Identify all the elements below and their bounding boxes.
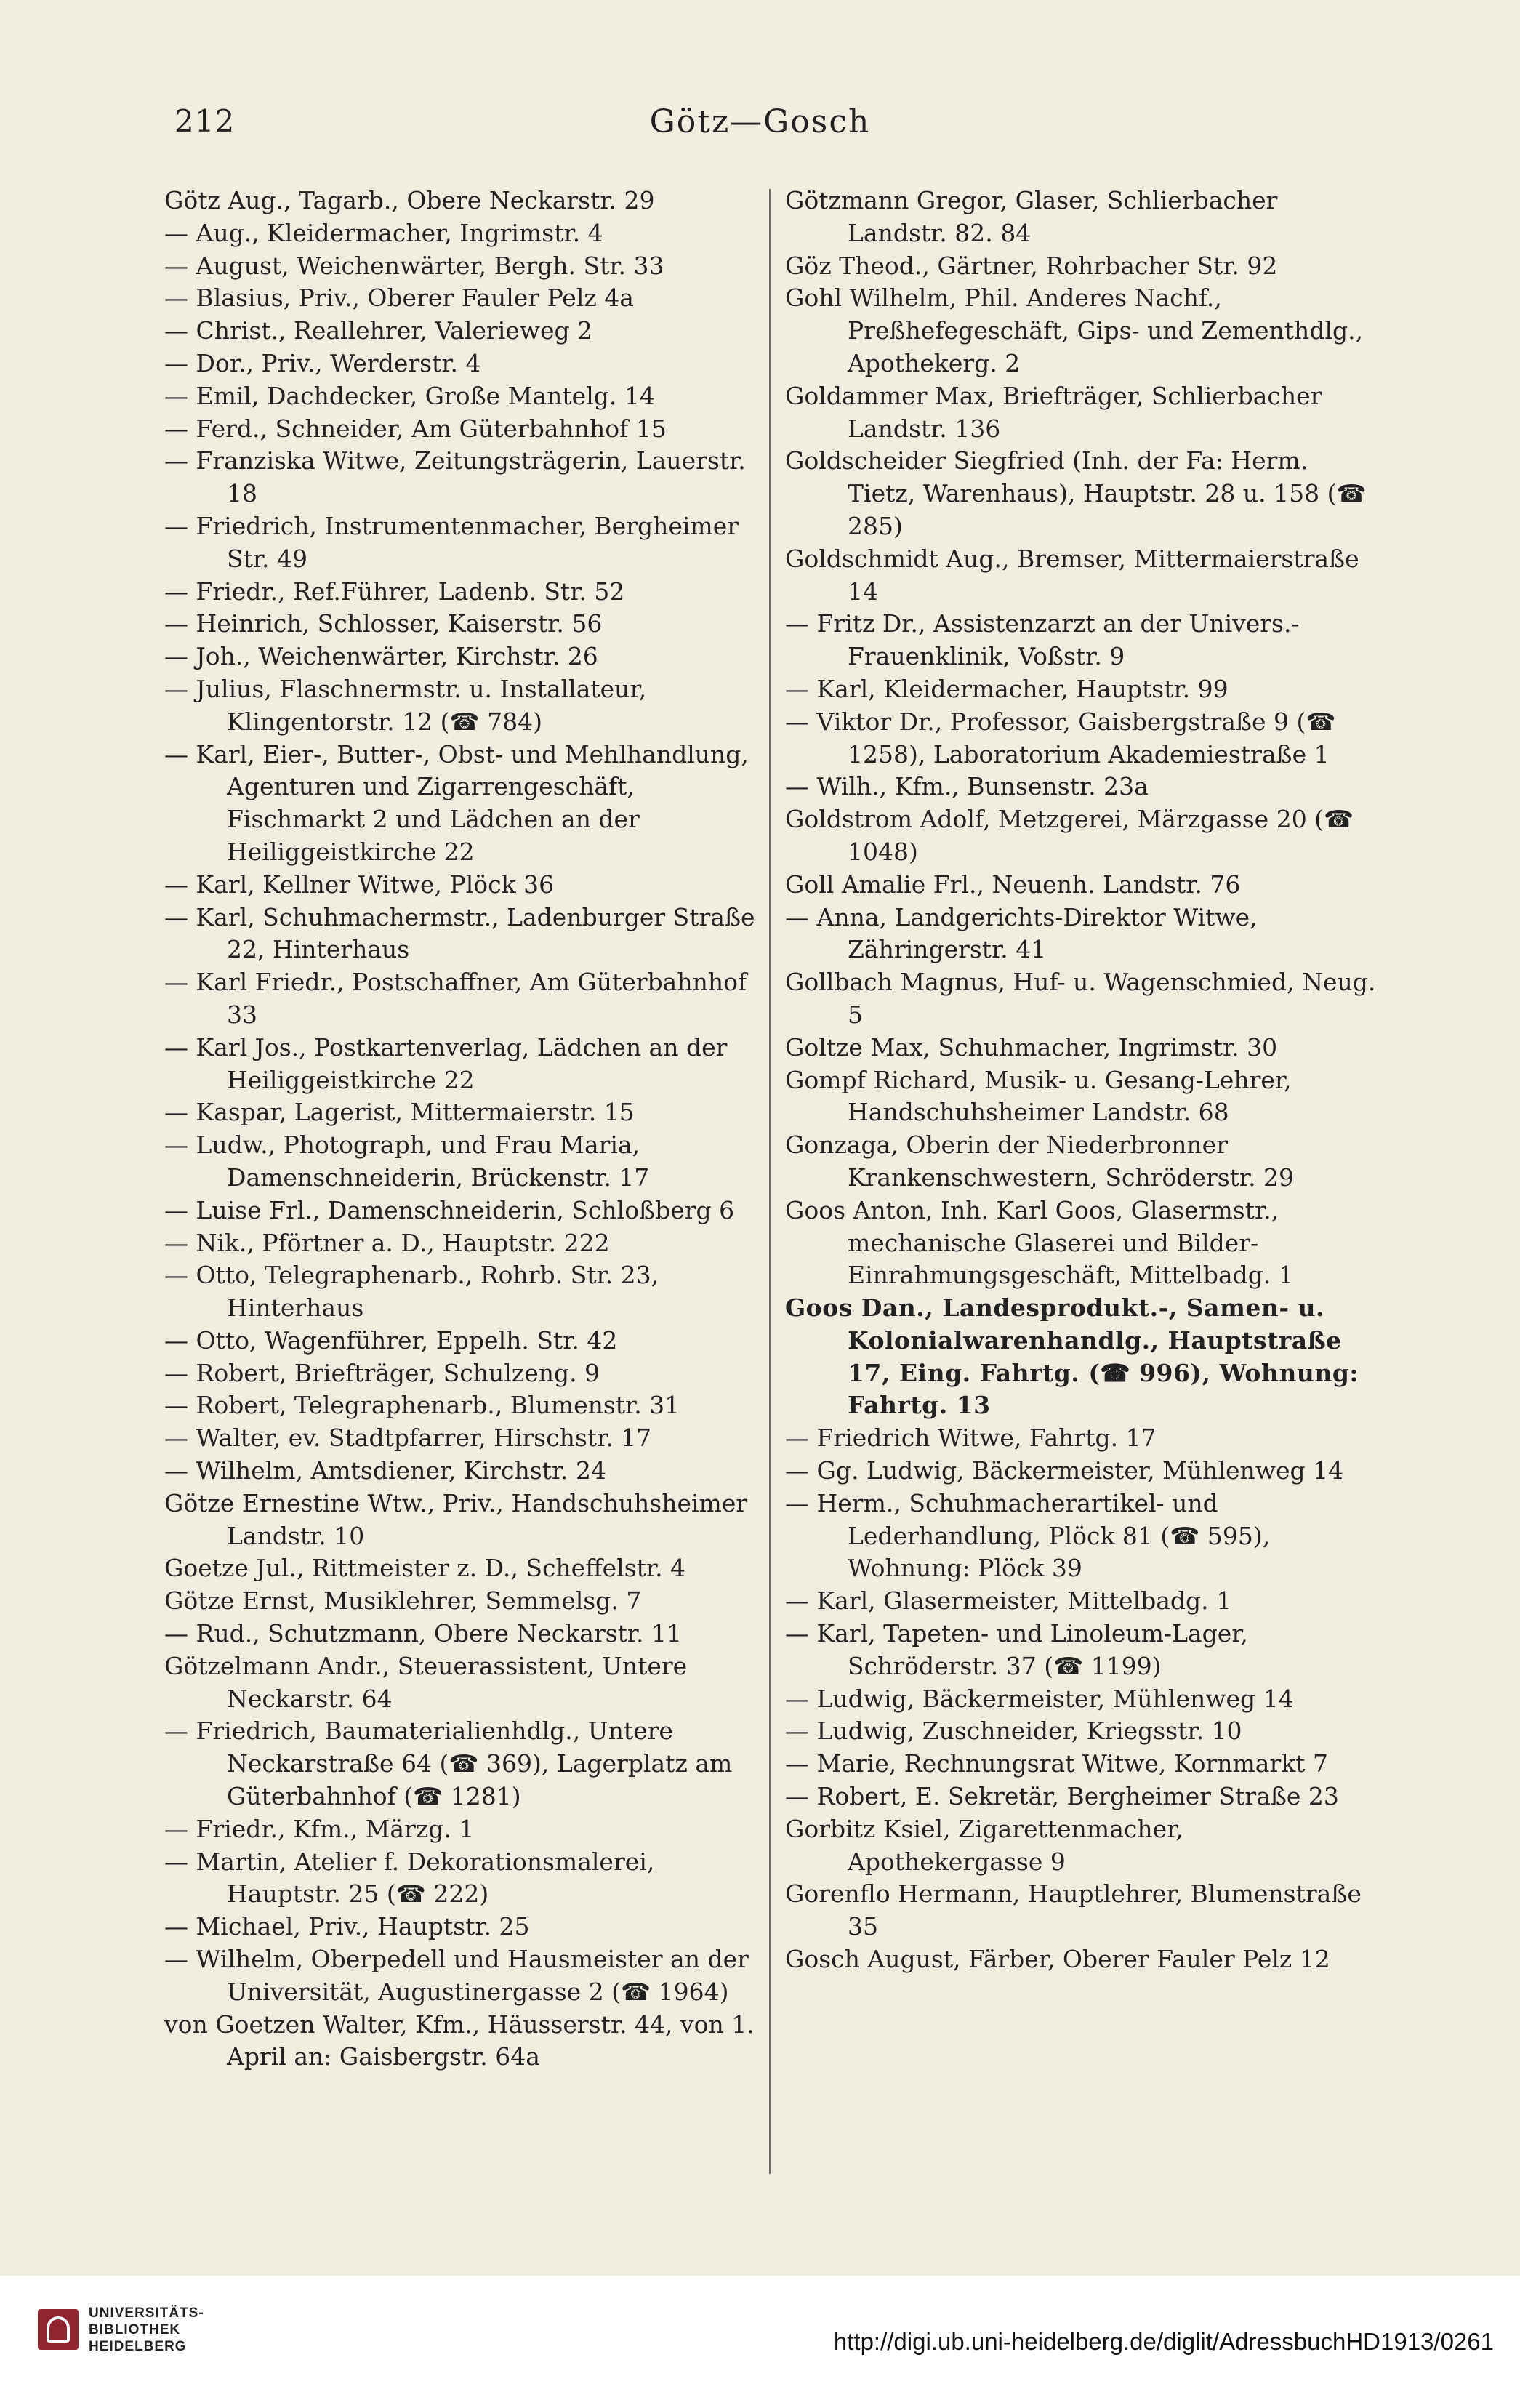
- directory-entry: Gohl Wilhelm, Phil. Anderes Nachf., Preßhefegeschäft, Gips- und Zementhdlg., Apothekerg. 2: [785, 284, 1364, 377]
- directory-entry: — Herm., Schuhmacherartikel- und Lederhandlung, Plöck 81 (☎ 595), Wohnung: Plöck 39: [785, 1488, 1271, 1583]
- directory-entry: — Karl Jos., Postkartenverlag, Lädchen an der Heiliggeistkirche 22: [164, 1032, 728, 1094]
- directory-entry: Gompf Richard, Musik- u. Gesang-Lehrer, Handschuhsheimer Landstr. 68: [785, 1065, 1292, 1127]
- right-column: [785, 185, 1381, 1976]
- directory-entry: Gorbitz Ksiel, Zigarettenmacher, Apothekergasse 9: [785, 1814, 1183, 1876]
- directory-entry: Götz Aug., Tagarb., Obere Neckarstr. 29: [164, 186, 655, 214]
- directory-entry: — Robert, E. Sekretär, Bergheimer Straße 23: [785, 1782, 1339, 1811]
- directory-entry: — Nik., Pförtner a. D., Hauptstr. 222: [164, 1228, 610, 1257]
- directory-entry: — Friedr., Kfm., Märzg. 1: [164, 1814, 475, 1843]
- logo-line: BIBLIOTHEK: [89, 2322, 181, 2337]
- directory-entry: — Dor., Priv., Werderstr. 4: [164, 348, 481, 377]
- directory-entry: — Friedrich Witwe, Fahrtg. 17: [785, 1424, 1157, 1453]
- directory-entry: — Kaspar, Lagerist, Mittermaierstr. 15: [164, 1098, 635, 1127]
- directory-entry: Gosch August, Färber, Oberer Fauler Pelz 12: [785, 1945, 1330, 1974]
- directory-entry: — Karl, Kellner Witwe, Plöck 36: [164, 870, 555, 899]
- directory-entry: Gonzaga, Oberin der Niederbronner Krankenschwestern, Schröderstr. 29: [785, 1131, 1295, 1192]
- directory-entry: — Fritz Dr., Assistenzarzt an der Univers.-Frauenklinik, Voßstr. 9: [785, 609, 1300, 671]
- directory-entry: — Blasius, Priv., Oberer Fauler Pelz 4a: [164, 284, 634, 313]
- directory-entry: — Joh., Weichenwärter, Kirchstr. 26: [164, 642, 598, 671]
- column-divider: [769, 189, 771, 2174]
- directory-entry: Goltze Max, Schuhmacher, Ingrimstr. 30: [785, 1032, 1278, 1061]
- running-head: Götz—Gosch: [649, 103, 871, 140]
- directory-entry-advertisement: Goos Dan., Landesprodukt.-, Samen- u. Kolonialwarenhandlg., Hauptstraße 17, Eing. Fahrtg. (☎ 996), Wohnung: Fahrtg. 13: [785, 1293, 1359, 1420]
- directory-entry: — Friedrich, Instrumentenmacher, Bergheimer Str. 49: [164, 511, 739, 573]
- directory-entry: — Ludw., Photograph, und Frau Maria, Damenschneiderin, Brückenstr. 17: [164, 1131, 650, 1192]
- directory-entry: — Otto, Telegraphenarb., Rohrb. Str. 23, Hinterhaus: [164, 1261, 659, 1323]
- directory-entry: — Karl, Eier-, Butter-, Obst- und Mehlhandlung, Agenturen und Zigarrengeschäft, Fischmarkt 2 und Lädchen an der Heiliggeistkirche 22: [164, 739, 749, 866]
- footer-bar: [0, 2276, 1520, 2408]
- directory-entry: — Aug., Kleidermacher, Ingrimstr. 4: [164, 218, 603, 247]
- directory-entry: — Ludwig, Bäckermeister, Mühlenweg 14: [785, 1684, 1294, 1713]
- directory-entry: — Martin, Atelier f. Dekorationsmalerei, Hauptstr. 25 (☎ 222): [164, 1847, 655, 1909]
- directory-entry: — Otto, Wagenführer, Eppelh. Str. 42: [164, 1325, 618, 1354]
- directory-entry: Goetze Jul., Rittmeister z. D., Scheffelstr. 4: [164, 1554, 686, 1583]
- directory-entry: — Wilh., Kfm., Bunsenstr. 23a: [785, 772, 1149, 801]
- directory-entry: Götzmann Gregor, Glaser, Schlierbacher Landstr. 82. 84: [785, 186, 1278, 247]
- directory-entry: von Goetzen Walter, Kfm., Häusserstr. 44, von 1. April an: Gaisbergstr. 64a: [164, 2010, 755, 2071]
- directory-entry: Goos Anton, Inh. Karl Goos, Glasermstr., mechanische Glaserei und Bilder-Einrahmungsgeschäft, Mittelbadg. 1: [785, 1195, 1294, 1290]
- page-number: 212: [174, 103, 236, 139]
- directory-entry: Goldschmidt Aug., Bremser, Mittermaierstraße 14: [785, 544, 1359, 606]
- directory-entry: — Emil, Dachdecker, Große Mantelg. 14: [164, 381, 655, 410]
- library-logo-text: [89, 2305, 204, 2355]
- directory-entry: — Michael, Priv., Hauptstr. 25: [164, 1912, 530, 1941]
- directory-entry: Götze Ernst, Musiklehrer, Semmelsg. 7: [164, 1586, 642, 1616]
- directory-entry: Gollbach Magnus, Huf- u. Wagenschmied, Neug. 5: [785, 968, 1376, 1029]
- logo-line: UNIVERSITÄTS-: [89, 2305, 204, 2321]
- directory-entry: — Karl, Schuhmachermstr., Ladenburger Straße 22, Hinterhaus: [164, 902, 755, 964]
- directory-entry: Goldscheider Siegfried (Inh. der Fa: Herm. Tietz, Warenhaus), Hauptstr. 28 u. 158 (☎ 285): [785, 446, 1367, 540]
- left-column: [164, 185, 760, 2074]
- directory-entry: — Robert, Briefträger, Schulzeng. 9: [164, 1358, 600, 1387]
- directory-entry: — Heinrich, Schlosser, Kaiserstr. 56: [164, 609, 603, 638]
- directory-entry: — Robert, Telegraphenarb., Blumenstr. 31: [164, 1391, 680, 1420]
- directory-entry: — Rud., Schutzmann, Obere Neckarstr. 11: [164, 1619, 683, 1648]
- directory-entry: Goldstrom Adolf, Metzgerei, Märzgasse 20 (☎ 1048): [785, 805, 1354, 866]
- directory-entry: Göz Theod., Gärtner, Rohrbacher Str. 92: [785, 251, 1278, 280]
- logo-line: HEIDELBERG: [89, 2339, 187, 2354]
- directory-entry: — Ferd., Schneider, Am Güterbahnhof 15: [164, 414, 667, 443]
- directory-entry: — Friedrich, Baumaterialienhdlg., Untere Neckarstraße 64 (☎ 369), Lagerplatz am Güterbahnhof (☎ 1281): [164, 1717, 733, 1811]
- directory-entry: — August, Weichenwärter, Bergh. Str. 33: [164, 251, 664, 280]
- directory-entry: — Julius, Flaschnermstr. u. Installateur, Klingentorstr. 12 (☎ 784): [164, 674, 647, 736]
- directory-entry: — Karl, Glasermeister, Mittelbadg. 1: [785, 1586, 1232, 1616]
- directory-entry: Götzelmann Andr., Steuerassistent, Untere Neckarstr. 64: [164, 1651, 688, 1713]
- directory-entry: — Wilhelm, Amtsdiener, Kirchstr. 24: [164, 1456, 607, 1485]
- directory-entry: — Christ., Reallehrer, Valerieweg 2: [164, 316, 593, 345]
- directory-entry: — Wilhelm, Oberpedell und Hausmeister an der Universität, Augustinergasse 2 (☎ 1964): [164, 1945, 749, 2006]
- directory-entry: — Viktor Dr., Professor, Gaisbergstraße 9 (☎ 1258), Laboratorium Akademiestraße 1: [785, 707, 1336, 768]
- directory-entry: — Franziska Witwe, Zeitungsträgerin, Lauerstr. 18: [164, 446, 746, 508]
- directory-entry: — Gg. Ludwig, Bäckermeister, Mühlenweg 14: [785, 1456, 1344, 1485]
- directory-entry: Götze Ernestine Wtw., Priv., Handschuhsheimer Landstr. 10: [164, 1488, 748, 1550]
- library-logo-icon: [38, 2309, 79, 2350]
- directory-entry: — Walter, ev. Stadtpfarrer, Hirschstr. 17: [164, 1424, 652, 1453]
- directory-entry: Goll Amalie Frl., Neuenh. Landstr. 76: [785, 870, 1241, 899]
- directory-entry: — Karl Friedr., Postschaffner, Am Güterbahnhof 33: [164, 968, 747, 1029]
- directory-entry: — Karl, Kleidermacher, Hauptstr. 99: [785, 674, 1229, 703]
- directory-entry: — Karl, Tapeten- und Linoleum-Lager, Schröderstr. 37 (☎ 1199): [785, 1619, 1248, 1680]
- directory-entry: — Friedr., Ref.Führer, Ladenb. Str. 52: [164, 577, 625, 606]
- directory-entry: Goldammer Max, Briefträger, Schlierbacher Landstr. 136: [785, 381, 1322, 443]
- directory-entry: — Marie, Rechnungsrat Witwe, Kornmarkt 7: [785, 1749, 1328, 1778]
- directory-entry: — Anna, Landgerichts-Direktor Witwe, Zähringerstr. 41: [785, 902, 1258, 964]
- directory-entry: — Luise Frl., Damenschneiderin, Schloßberg 6: [164, 1195, 735, 1224]
- source-url[interactable]: http://digi.ub.uni-heidelberg.de/diglit/AdressbuchHD1913/0261: [833, 2328, 1494, 2355]
- directory-entry: Gorenflo Hermann, Hauptlehrer, Blumenstraße 35: [785, 1879, 1362, 1941]
- directory-entry: — Ludwig, Zuschneider, Kriegsstr. 10: [785, 1717, 1242, 1746]
